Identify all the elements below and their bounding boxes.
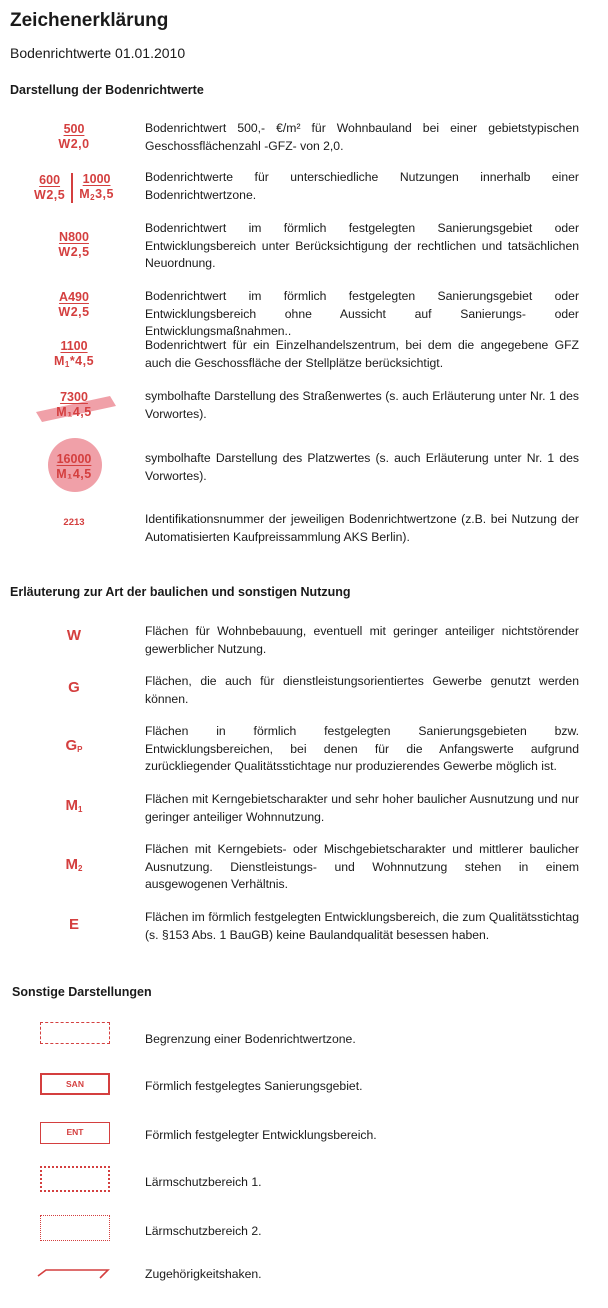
description-text: Bodenrichtwert für ein Einzelhandelszentrum, bei dem die angegebene GFZ auch die Geschossfläche der Stellplätze berücksichtigt. (145, 338, 579, 370)
symbol-16000-m1: $\frac{16000}{\text{M₁4,5}}$ (56, 452, 92, 481)
symbol-500-w20: $\frac{500}{W2,0}$ (58, 122, 90, 151)
description-text: Bodenrichtwert im förmlich festgelegten Sanierungsgebiet oder Entwicklungsbereich unter Berücksichtigung der rechtlichen und tatsächlichen Neuordnung. (145, 221, 579, 270)
symbol-w: W (66, 627, 82, 644)
symbol-m1: $M_1$ (65, 797, 83, 814)
description-text: Förmlich festgelegtes Sanierungsgebiet. (145, 1079, 363, 1093)
description-text: symbolhafte Darstellung des Straßenwertes (s. auch Erläuterung unter Nr. 1 des Vorwortes). (145, 389, 579, 421)
symbol-zone-id: 2213 (63, 517, 85, 528)
page-subtitle: Bodenrichtwerte 01.01.2010 (10, 45, 186, 61)
page-title: Zeichenerklärung (10, 10, 169, 31)
description-text: Flächen mit Kerngebietscharakter und sehr hoher baulicher Ausnutzung und nur geringer anteiliger Wohnnutzung. (145, 792, 579, 824)
section-heading-nutzung: Erläuterung zur Art der baulichen und sonstigen Nutzung (10, 585, 351, 599)
symbol-1100-m1: $\frac{1100}{M_1*4,5}$ (53, 339, 95, 369)
membership-hook-icon (36, 1264, 116, 1284)
description-text: Begrenzung einer Bodenrichtwertzone. (145, 1032, 356, 1046)
symbol-n800-w25: $\frac{N800}{W2,5}$ (58, 230, 90, 259)
description-text: Bodenrichtwert im förmlich festgelegten Sanierungsgebiet oder Entwicklungsbereich ohne Aussicht auf Sanierungs- oder Entwicklungsmaßnahmen.. (145, 289, 579, 338)
description-text: Flächen, die auch für dienstleistungsorientiertes Gewerbe genutzt werden können. (145, 674, 579, 706)
description-text: Lärmschutzbereich 2. (145, 1224, 262, 1238)
section-heading-darstellung: Darstellung der Bodenrichtwerte (10, 83, 204, 97)
symbol-a490-w25: $\frac{A490}{W2,5}$ (58, 290, 90, 319)
description-text: Flächen mit Kerngebiets- oder Mischgebietscharakter und mittlerer baulicher Ausnutzung. Dienstleistungs- und Wohnnutzung stehen in einem ausgewogenen Verhältnis. (145, 842, 579, 891)
description-text: Identifikationsnummer der jeweiligen Bodenrichtwertzone (z.B. bei Nutzung der Automatisierten Kaufpreissammlung AKS Berlin). (145, 512, 579, 544)
description-text: symbolhafte Darstellung des Platzwertes (s. auch Erläuterung unter Nr. 1 des Vorwortes). (145, 451, 579, 483)
description-text: Bodenrichtwerte für unterschiedliche Nutzungen innerhalb einer Bodenrichtwertzone. (145, 170, 579, 202)
symbol-m2: $M_2$ (65, 856, 83, 873)
symbol-gp: $G_P$ (65, 737, 83, 754)
description-text: Lärmschutzbereich 1. (145, 1175, 262, 1189)
dotted-boundary-1-icon (40, 1166, 110, 1192)
description-text: Bodenrichtwert 500,- €/m² für Wohnbauland bei einer gebietstypischen Geschossflächenzahl -GFZ- von 2,0. (145, 121, 579, 153)
description-text: Förmlich festgelegter Entwicklungsbereich. (145, 1128, 377, 1142)
san-box-icon: SAN (40, 1073, 110, 1095)
description-text: Zugehörigkeitshaken. (145, 1267, 262, 1281)
symbol-e: E (68, 916, 79, 933)
description-text: Flächen in förmlich festgelegten Sanierungsgebieten bzw. Entwicklungsbereichen, bei denen für die Anfangswerte aufgrund zurückliegender Qualitätsstichtage nur produzierendes Gewerbe möglich ist. (145, 724, 579, 773)
description-text: Flächen im förmlich festgelegten Entwicklungsbereich, die zum Qualitätsstichtag (s. §153 Abs. 1 BauGB) keine Baulandqualität besessen haben. (145, 910, 579, 942)
symbol-600-1000: $\frac{600}{W2,5}$ $\frac{1000}{M_23,5}$ (34, 171, 114, 202)
section-heading-sonstige: Sonstige Darstellungen (12, 985, 152, 999)
symbol-g: G (68, 679, 80, 696)
description-text: Flächen für Wohnbebauung, eventuell mit geringer anteiliger nichtstörender gewerblicher Nutzung. (145, 624, 579, 656)
ent-box-icon: ENT (40, 1122, 110, 1144)
symbol-7300-m1: $\frac{7300}{\text{M₁4,5}}$ (56, 390, 92, 419)
dashed-boundary-icon (40, 1022, 110, 1044)
dotted-boundary-2-icon (40, 1215, 110, 1241)
